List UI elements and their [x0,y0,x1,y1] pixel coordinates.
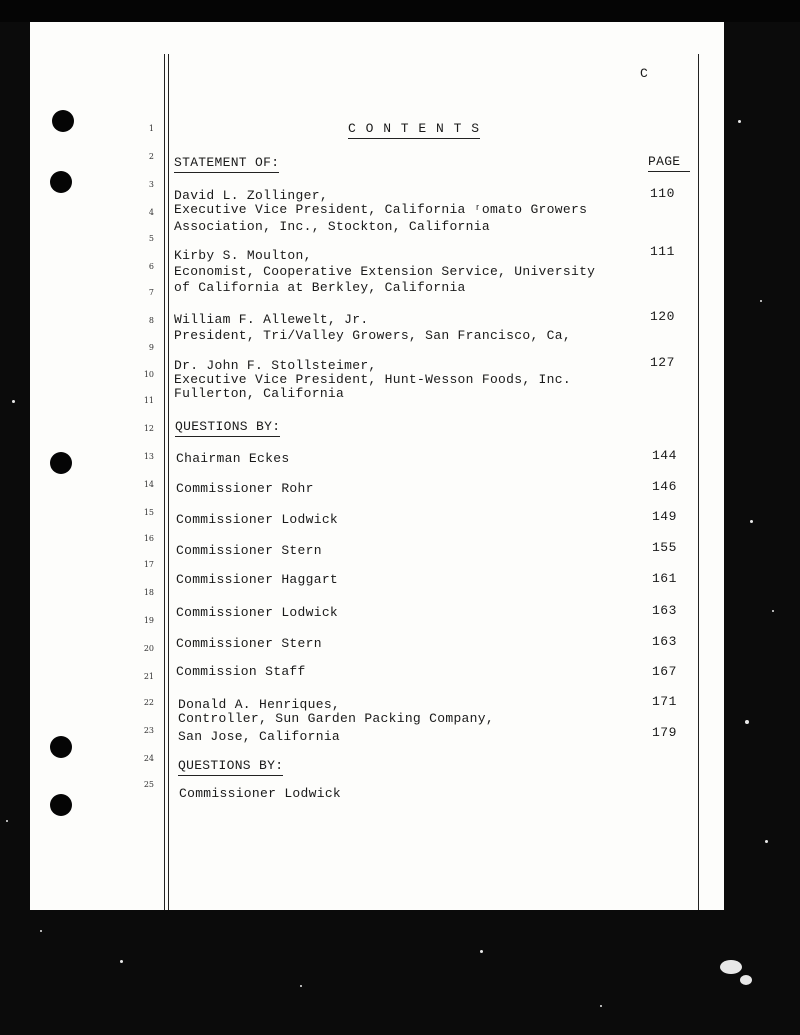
punch-hole-5 [50,794,72,816]
line-number: 4 [148,208,154,217]
questioner-name: Commissioner Stern [176,636,322,651]
line-number: 5 [148,234,154,243]
corner-mark: C [640,66,649,81]
witness-page: 127 [650,355,675,370]
witness-title: Executive Vice President, Hunt-Wesson Foods, Inc. [174,372,571,387]
punch-hole-3 [50,452,72,474]
questioner-name: Chairman Eckes [176,451,290,466]
line-number: 2 [148,152,154,161]
line-number: 14 [143,480,154,489]
line-number: 13 [143,452,154,461]
witness-page: 111 [650,244,675,259]
line-number: 16 [143,534,154,543]
witness-name: David L. Zollinger, [174,188,328,203]
line-number: 10 [143,370,154,379]
questioner-page: 161 [652,571,677,586]
questions-heading: QUESTIONS BY: [175,419,280,437]
line-number: 3 [148,180,154,189]
questioner-name: Commissioner Haggart [176,572,339,587]
questioner-name: Commissioner Rohr [176,481,314,496]
questioner-name: Commissioner Stern [176,543,322,558]
line-number: 20 [143,644,154,653]
witness-page: 110 [650,186,675,201]
questioner-name: Commissioner Lodwick [176,605,339,620]
line-number: 6 [148,262,154,271]
line-number: 18 [143,588,154,597]
witness-affiliation: Association, Inc., Stockton, California [174,219,490,234]
line-number: 24 [143,754,154,763]
line-number: 1 [148,124,154,133]
line-number: 21 [143,672,154,681]
witness-page: 171 [652,694,677,709]
punch-hole-1 [52,110,74,132]
witness-title: President, Tri/Valley Growers, San Francisco, Ca, [174,328,571,343]
witness-affiliation: Fullerton, California [174,386,345,401]
questioner-name: Commissioner Lodwick [176,512,339,527]
page-column-header: PAGE [648,154,690,172]
witness-affiliation: of California at Berkley, California [174,280,466,295]
line-number: 22 [143,698,154,707]
line-number: 19 [143,616,154,625]
punch-hole-2 [50,171,72,193]
witness-title: Executive Vice President, California ʳomato Growers [174,202,588,217]
line-number: 25 [143,780,154,789]
questioner-page: 163 [652,603,677,618]
scan-border-top [0,0,800,22]
questioner-page: 146 [652,479,677,494]
line-number: 15 [143,508,154,517]
line-number: 17 [143,560,154,569]
right-margin-rule [698,54,699,910]
witness-page: 120 [650,309,675,324]
questioner-page: 155 [652,540,677,555]
line-number: 8 [148,316,154,325]
page-title: C O N T E N T S [348,121,480,139]
left-margin-rule-2 [168,54,169,910]
witness-affiliation: San Jose, California [178,729,341,744]
witness-name: William F. Allewelt, Jr. [174,312,369,327]
witness-name: Kirby S. Moulton, [174,248,312,263]
questioner-page: 167 [652,664,677,679]
witness-title: Controller, Sun Garden Packing Company, [178,711,494,726]
line-number: 7 [148,288,154,297]
line-number: 9 [148,343,154,352]
questioner-page: 144 [652,448,677,463]
questions-heading-2: QUESTIONS BY: [178,758,283,776]
questioner-name: Commission Staff [176,664,306,679]
line-number: 12 [143,424,154,433]
witness-page-2: 179 [652,725,677,740]
questioner-page: 149 [652,509,677,524]
statement-heading: STATEMENT OF: [174,155,279,173]
line-number: 23 [143,726,154,735]
left-margin-rule-1 [164,54,165,910]
witness-name: Dr. John F. Stollsteimer, [174,358,377,373]
witness-name: Donald A. Henriques, [178,697,341,712]
line-number: 11 [143,396,154,405]
questioner-page: 163 [652,634,677,649]
witness-title: Economist, Cooperative Extension Service, University [174,264,596,279]
questioner-name: Commissioner Lodwick [179,786,342,801]
punch-hole-4 [50,736,72,758]
document-page [30,22,724,910]
